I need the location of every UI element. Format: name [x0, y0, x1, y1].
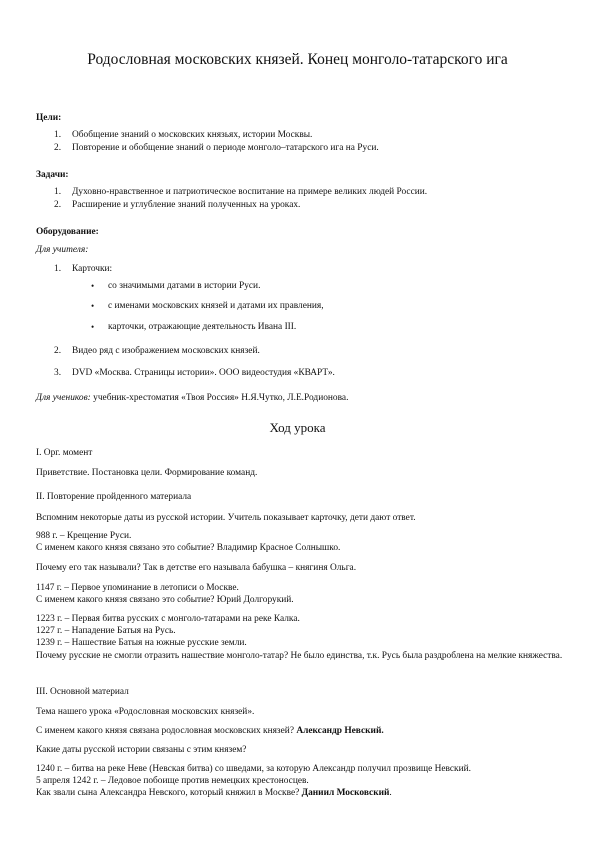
for-students-line: [36, 393, 567, 404]
lesson-line: 988 г. – Крещение Руси.: [36, 531, 132, 541]
bullet-item-1: со значимыми датами в истории Руси.: [108, 281, 261, 291]
tasks-item-2-number: 2.: [54, 200, 62, 210]
tasks-heading: Задачи:: [36, 170, 69, 180]
lesson-line: 1227 г. – Нападение Батыя на Русь.: [36, 626, 176, 636]
for-students-label: Для учеников:: [36, 393, 91, 403]
lesson-heading: Ход урока: [269, 420, 326, 435]
lesson-line: 1240 г. – битва на реке Неве (Невская битва) со шведами, за которую Александр получил прозвище Невский.: [36, 764, 471, 774]
equipment-item-1-number: 1.: [54, 264, 62, 274]
goals-heading: Цели:: [36, 113, 62, 123]
goals-item-2-number: 2.: [54, 143, 62, 153]
lesson-line: 5 апреля 1242 г. – Ледовое побоище против немецких крестоносцев.: [36, 776, 309, 786]
equipment-item-3-number: 3.: [54, 368, 62, 378]
lesson-answer: Александр Невский.: [296, 726, 384, 736]
section-2-title: II. Повторение пройденного материала: [36, 492, 192, 502]
bullet-item-2: с именами московских князей и датами их правления,: [108, 301, 324, 311]
lesson-line: Почему русские не смогли отразить нашествие монголо-татар? Не было единства, т.к. Русь была раздроблена на мелкие княжества.: [36, 651, 563, 661]
section-2-intro: Вспомним некоторые даты из русской истории. Учитель показывает карточку, дети дают ответ.: [36, 513, 416, 523]
tasks-item-2: Расширение и углубление знаний полученных на уроках.: [72, 200, 301, 210]
equipment-item-1: Карточки:: [72, 264, 113, 274]
lesson-punctuation: .: [389, 788, 392, 798]
lesson-line: [36, 726, 567, 737]
tasks-item-1: Духовно-нравственное и патриотическое воспитание на примере великих людей России.: [72, 187, 428, 197]
goals-item-1-number: 1.: [54, 130, 62, 140]
lesson-question: Как звали сына Александра Невского, который княжил в Москве?: [36, 788, 302, 798]
lesson-answer: Даниил Московский: [301, 788, 390, 798]
section-1-title: I. Орг. момент: [36, 448, 93, 458]
goals-item-1: Обобщение знаний о московских князьях, истории Москвы.: [72, 130, 313, 140]
bullet-icon: •: [91, 281, 95, 291]
bullet-icon: •: [91, 301, 95, 311]
section-3-title: III. Основной материал: [36, 687, 129, 697]
lesson-line: 1147 г. – Первое упоминание в летописи о Москве.: [36, 583, 239, 593]
page-title: Родословная московских князей. Конец монголо-татарского ига: [87, 51, 508, 68]
bullet-icon: •: [91, 322, 95, 332]
lesson-line: Почему его так называли? Так в детстве его называла бабушка – княгиня Ольга.: [36, 563, 357, 573]
lesson-line: С именем какого князя связано это событие? Юрий Долгорукий.: [36, 595, 294, 605]
equipment-heading: Оборудование:: [36, 227, 99, 237]
section-1-text: Приветствие. Постановка цели. Формирование команд.: [36, 468, 258, 478]
for-teacher-label: Для учителя:: [36, 245, 89, 255]
for-students-text: учебник-хрестоматия «Твоя Россия» Н.Я.Чутко, Л.Е.Родионова.: [90, 393, 349, 403]
equipment-item-2-number: 2.: [54, 346, 62, 356]
lesson-line: 1239 г. – Нашествие Батыя на южные русские земли.: [36, 638, 247, 648]
goals-item-2: Повторение и обобщение знаний о периоде монголо–татарского ига на Руси.: [72, 143, 379, 153]
equipment-item-2: Видео ряд с изображением московских князей.: [72, 346, 260, 356]
lesson-line: [36, 788, 567, 799]
lesson-line: 1223 г. – Первая битва русских с монголо-татарами на реке Калка.: [36, 614, 300, 624]
lesson-question: С именем какого князя связана родословная московских князей?: [36, 726, 297, 736]
tasks-item-1-number: 1.: [54, 187, 62, 197]
lesson-line: Какие даты русской истории связаны с этим князем?: [36, 745, 247, 755]
lesson-line: Тема нашего урока «Родословная московских князей».: [36, 707, 255, 717]
bullet-item-3: карточки, отражающие деятельность Ивана III.: [108, 322, 297, 332]
equipment-item-3: DVD «Москва. Страницы истории». ООО видеостудия «КВАРТ».: [72, 368, 335, 378]
lesson-line: С именем какого князя связано это событие? Владимир Красное Солнышко.: [36, 543, 341, 553]
